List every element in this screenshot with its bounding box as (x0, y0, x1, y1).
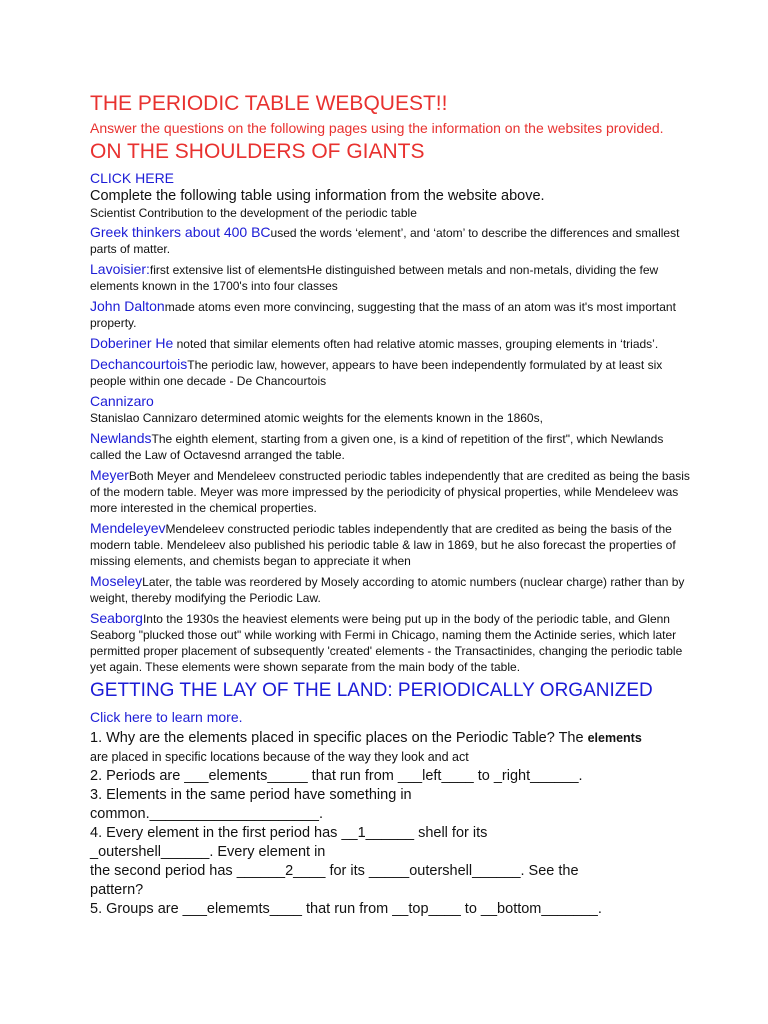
scientist-name: Doberiner He (90, 335, 174, 351)
page-title: THE PERIODIC TABLE WEBQUEST!! (90, 92, 448, 115)
question-1-text: 1. Why are the elements placed in specific places on the Periodic Table? The (90, 730, 588, 746)
question-4-line-4: pattern? (90, 882, 144, 898)
scientist-entry (90, 430, 690, 463)
scientist-entry (90, 356, 690, 389)
question-4-line-2: _outershell______. Every element in (90, 844, 326, 860)
table-header: Scientist Contribution to the development of the periodic table (90, 206, 417, 220)
table-instruction: Complete the following table using information from the website above. (90, 188, 545, 204)
question-5: 5. Groups are ___elememts____ that run from __top____ to __bottom_______. (90, 901, 602, 917)
scientist-name: Dechancourtois (90, 356, 188, 372)
document-content (90, 92, 690, 919)
scientist-contribution: made atoms even more convincing, suggesting that the mass of an atom was it's most important property. (90, 300, 676, 330)
question-4-line-1: 4. Every element in the first period has __1______ shell for its (90, 825, 488, 841)
scientist-name: Lavoisier: (90, 261, 150, 277)
question-list (90, 729, 690, 919)
scientist-entry (90, 467, 690, 516)
question-3-line-2: common._____________________. (90, 806, 324, 822)
scientist-name: Seaborg (90, 610, 143, 626)
intro-text: Answer the questions on the following pages using the information on the websites provided. (90, 120, 664, 136)
question-1-answer: are placed in specific locations because of the way they look and act (90, 750, 469, 764)
scientist-name: Cannizaro (90, 393, 154, 409)
scientist-name: Moseley (90, 573, 143, 589)
scientist-entry (90, 573, 690, 606)
scientist-name: Newlands (90, 430, 152, 446)
scientist-name: Greek thinkers about 400 BC (90, 224, 271, 240)
question-2: 2. Periods are ___elements_____ that run from ___left____ to _right______. (90, 768, 583, 784)
scientist-list (90, 224, 690, 675)
scientist-entry (90, 224, 690, 257)
scientist-contribution: Stanislao Cannizaro determined atomic weights for the elements known in the 1860s, (90, 411, 543, 425)
scientist-contribution: first extensive list of elementsHe distinguished between metals and non-metals, dividing the few elements known in the 1700's into four classes (90, 263, 659, 293)
scientist-entry (90, 393, 690, 410)
scientist-contribution: The eighth element, starting from a given one, is a kind of repetition of the first", which Newlands called the Law of Octavesnd arranged the table. (90, 432, 664, 462)
scientist-contribution: Mendeleev constructed periodic tables independently that are credited as being the basis of the modern table. Mendeleev also published his periodic table & law in 1869, but he also forecast the properties of missing elements, and chemists began to appreciate it when (90, 522, 676, 568)
scientist-contribution: Into the 1930s the heaviest elements were being put up in the body of the periodic table, and Glenn Seaborg "plucked those out" while working with Fermi in Chicago, naming them the Actinide series, which later permitted proper placement of subsequently 'created' elements - the Transactinides, changing the periodic table yet again. These elements were shown separate from the main body of the table. (90, 612, 683, 674)
scientist-entry (90, 335, 690, 352)
scientist-entry (90, 410, 690, 426)
question-1-bold: elements (587, 731, 642, 745)
question-3-line-1: 3. Elements in the same period have something in (90, 787, 412, 803)
scientist-entry (90, 610, 690, 675)
scientist-name: John Dalton (90, 298, 165, 314)
scientist-contribution: The periodic law, however, appears to have been independently formulated by at least six people within one decade - De Chancourtois (90, 358, 663, 388)
scientist-contribution: noted that similar elements often had relative atomic masses, grouping elements in ‘triads’. (173, 337, 659, 351)
question-1 (90, 729, 690, 767)
question-4-line-3: the second period has ______2____ for its _____outershell______. See the (90, 863, 579, 879)
scientist-name: Meyer (90, 467, 129, 483)
scientist-entry (90, 261, 690, 294)
scientist-contribution: used the words ‘element’, and ‘atom’ to describe the differences and smallest parts of matter. (90, 226, 680, 256)
scientist-name: Mendeleyev (90, 520, 166, 536)
learn-more-link[interactable]: Click here to learn more. (90, 709, 243, 725)
click-here-link[interactable]: CLICK HERE (90, 170, 175, 186)
scientist-contribution: Later, the table was reordered by Mosely according to atomic numbers (nuclear charge) rather than by weight, thereby modifying the Periodic Law. (90, 575, 685, 605)
section2-heading: GETTING THE LAY OF THE LAND: PERIODICALLY ORGANIZED (90, 680, 653, 701)
scientist-entry (90, 520, 690, 569)
scientist-entry (90, 298, 690, 331)
scientist-contribution: Both Meyer and Mendeleev constructed periodic tables independently that are credited as being the basis of the modern table. Meyer was more impressed by the periodicity of physical properties, while Mendeleev was more interested in the chemical properties. (90, 469, 690, 515)
section1-heading: ON THE SHOULDERS OF GIANTS (90, 140, 425, 163)
